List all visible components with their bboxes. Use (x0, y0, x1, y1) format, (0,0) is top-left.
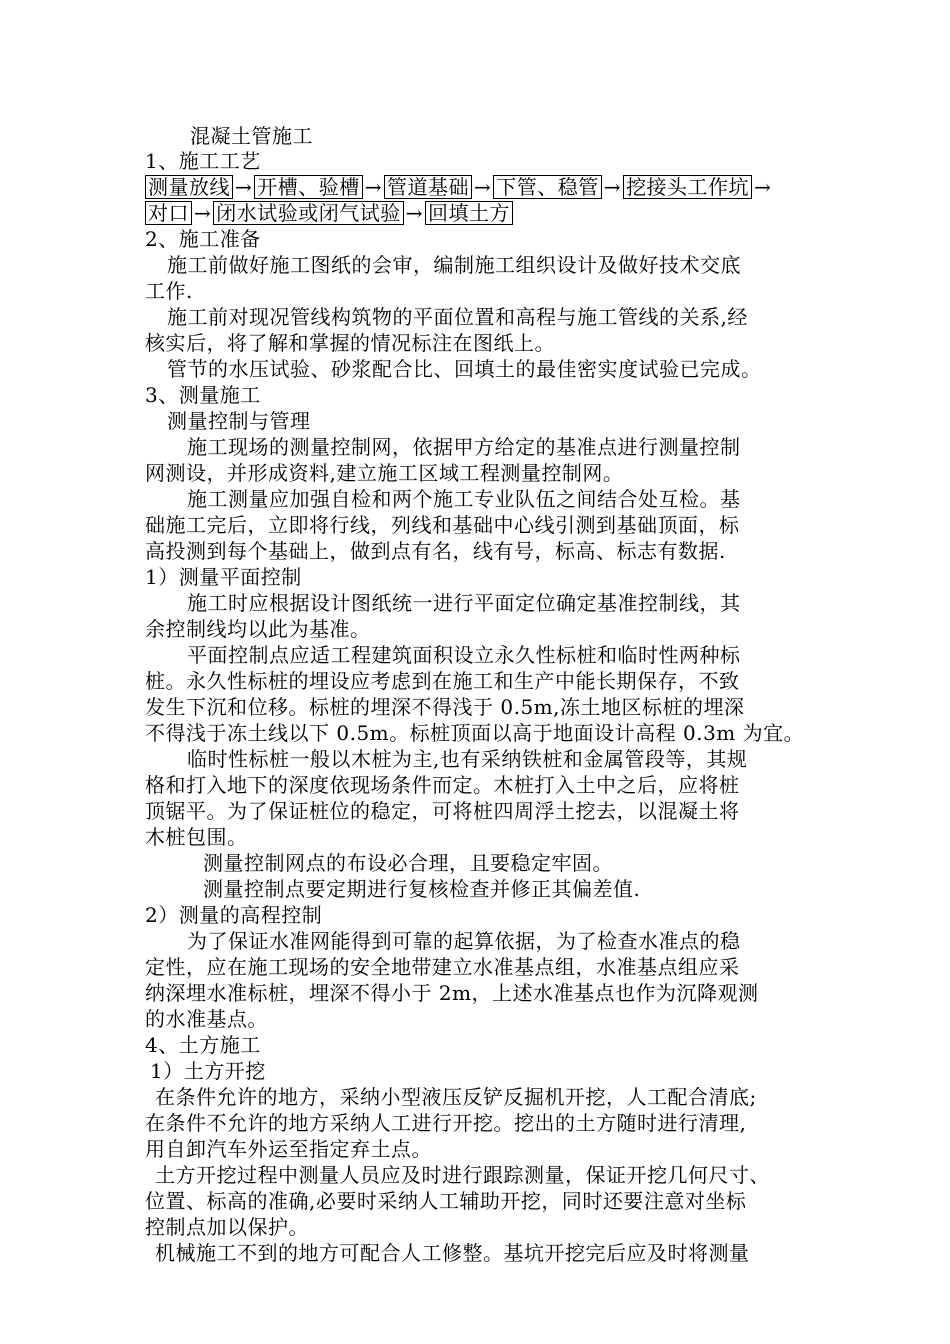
paragraph-line: 高投测到每个基础上，做到点有名，线有号，标高、标志有数据. (145, 539, 726, 563)
flow-arrow: → (194, 201, 212, 225)
flow-arrow: → (754, 175, 772, 199)
paragraph-line: 用自卸汽车外运至指定弃土点。 (145, 1137, 432, 1161)
section-1-heading: 1、施工工艺 (145, 149, 261, 173)
flow-arrow: → (405, 201, 424, 225)
flow-step-1: 测量放线 (145, 175, 233, 199)
paragraph-line: 在条件不允许的地方采纳人工进行开挖。挖出的土方随时进行清理, (145, 1111, 747, 1135)
flow-arrow: → (603, 175, 622, 199)
paragraph-line: 施工测量应加强自检和两个施工专业队伍之间结合处互检。基 (187, 487, 741, 511)
paragraph-line: 控制点加以保护。 (145, 1215, 309, 1239)
paragraph-line: 管节的水压试验、砂浆配合比、回填土的最佳密实度试验已完成。 (167, 357, 762, 381)
paragraph-line: 施工前做好施工图纸的会审，编制施工组织设计及做好技术交底 (167, 253, 741, 277)
process-flow-row-2 (145, 200, 513, 226)
paragraph-line: 临时性标桩一般以木桩为主,也有采纳铁桩和金属管段等，其规 (187, 747, 748, 771)
paragraph-line: 为了保证水准网能得到可靠的起算依据，为了检查水准点的稳 (187, 929, 741, 953)
process-flow-row-1 (145, 174, 773, 200)
paragraph-line: 余控制线均以此为基准。 (145, 617, 371, 641)
flow-step-2: 开槽、验槽 (254, 175, 363, 199)
flow-step-3: 管道基础 (384, 175, 472, 199)
paragraph-line: 机械施工不到的地方可配合人工修整。基坑开挖完后应及时将测量 (155, 1241, 750, 1265)
paragraph-line: 定性，应在施工现场的安全地带建立水准基点组，水准基点组应采 (145, 955, 740, 979)
paragraph-line: 核实后，将了解和掌握的情况标注在图纸上。 (145, 331, 555, 355)
section-2-heading: 2、施工准备 (145, 227, 261, 251)
paragraph-line: 测量控制网点的布设必合理，且要稳定牢固。 (203, 851, 613, 875)
paragraph-line: 格和打入地下的深度依现场条件而定。木桩打入土中之后，应将桩 (145, 773, 740, 797)
section-4-heading: 4、土方施工 (145, 1033, 261, 1057)
paragraph-line: 测量控制点要定期进行复核检查并修正其偏差值. (203, 877, 641, 901)
paragraph-line: 施工时应根据设计图纸统一进行平面定位确定基准控制线，其 (187, 591, 741, 615)
paragraph-line: 桩。永久性标桩的埋设应考虑到在施工和生产中能长期保存，不致 (145, 669, 740, 693)
paragraph-line: 平面控制点应适工程建筑面积设立永久性标桩和临时性两种标 (187, 643, 741, 667)
flow-step-8: 回填土方 (425, 201, 513, 225)
paragraph-line: 工作. (145, 279, 193, 303)
paragraph-line: 网测设，并形成资料,建立施工区域工程测量控制网。 (145, 461, 624, 485)
paragraph-line: 础施工完后，立即将行线，列线和基础中心线引测到基础顶面，标 (145, 513, 740, 537)
flow-step-4: 下管、稳管 (493, 175, 602, 199)
paragraph-line: 位置、标高的准确,必要时采纳人工辅助开挖，同时还要注意对坐标 (145, 1189, 747, 1213)
paragraph-line: 的水准基点。 (145, 1007, 268, 1031)
flow-step-5: 挖接头工作坑 (623, 175, 752, 199)
paragraph-line: 木桩包围。 (145, 825, 248, 849)
paragraph-line: 施工现场的测量控制网，依据甲方给定的基准点进行测量控制 (187, 435, 741, 459)
flow-arrow: → (235, 175, 253, 199)
flow-arrow: → (364, 175, 383, 199)
flow-step-7: 闭水试验或闭气试验 (213, 201, 404, 225)
paragraph-line: 土方开挖过程中测量人员应及时进行跟踪测量，保证开挖几何尺寸、 (155, 1163, 770, 1187)
flow-arrow: → (474, 175, 492, 199)
paragraph-line: 施工前对现况管线构筑物的平面位置和高程与施工管线的关系,经 (167, 305, 748, 329)
subheading-elevation-control: 2）测量的高程控制 (145, 903, 323, 927)
subheading-plane-control: 1）测量平面控制 (145, 565, 302, 589)
section-3-heading: 3、测量施工 (145, 383, 261, 407)
paragraph-line: 顶锯平。为了保证桩位的稳定，可将桩四周浮土挖去，以混凝土将 (145, 799, 740, 823)
paragraph-line: 纳深埋水准标桩，埋深不得小于 2m，上述水准基点也作为沉降观测 (145, 981, 759, 1005)
paragraph-line: 发生下沉和位移。标桩的埋深不得浅于 0.5m,冻土地区标桩的埋深 (145, 695, 745, 719)
paragraph-line: 在条件允许的地方，采纳小型液压反铲反掘机开挖，人工配合清底; (155, 1085, 757, 1109)
subheading: 测量控制与管理 (167, 409, 311, 433)
doc-title: 混凝土管施工 (190, 124, 313, 148)
subheading-excavation: 1）土方开挖 (150, 1059, 266, 1083)
paragraph-line: 不得浅于冻土线以下 0.5m。标桩顶面以高于地面设计高程 0.3m 为宜。 (145, 721, 805, 745)
flow-step-6: 对口 (145, 201, 192, 225)
